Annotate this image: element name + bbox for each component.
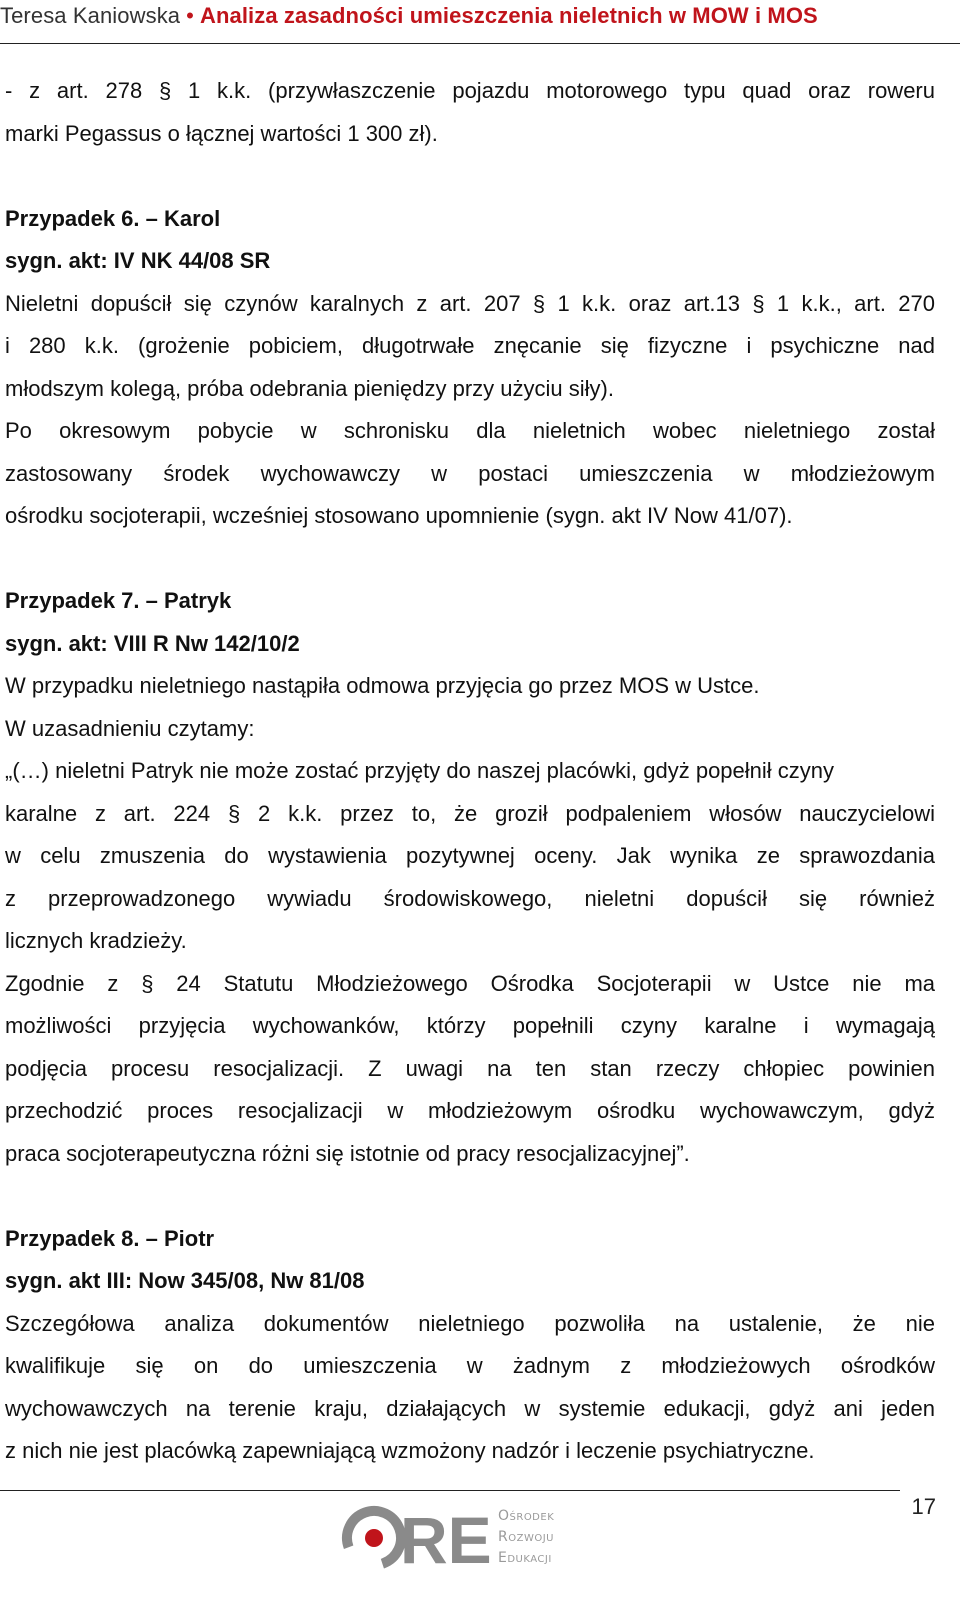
logo-line-3: Edukacji [498, 1550, 552, 1566]
text-line: marki Pegassus o łącznej wartości 1 300 zł). [5, 120, 438, 146]
header-rule [0, 43, 960, 44]
logo-wordmark [498, 1506, 554, 1569]
text-line: i 280 k.k. (grożenie pobiciem, długotrwałe znęcanie się fizyczne i psychiczne nad [5, 333, 935, 358]
ore-logo-mark-icon [340, 1500, 495, 1600]
page-number: 17 [911, 1494, 936, 1519]
text-line: wychowawczych na terenie kraju, działających w systemie edukacji, gdyż ani jeden [5, 1395, 935, 1421]
case-heading: Przypadek 6. – Karol [5, 205, 221, 231]
quote-line: karalne z art. 224 § 2 k.k. przez to, że groził podpaleniem włosów nauczycielowi [5, 800, 935, 826]
blank-line [5, 1175, 935, 1218]
case-signature: sygn. akt: VIII R Nw 142/10/2 [5, 630, 300, 656]
case-heading: Przypadek 7. – Patryk [5, 588, 232, 613]
text-line: z nich nie jest placówką zapewniającą wzmożony nadzór i leczenie psychiatryczne. [5, 1438, 815, 1463]
running-head [0, 3, 818, 29]
header-author: Teresa Kaniowska [0, 3, 181, 28]
quote-line: przechodzić proces resocjalizacji w młodzieżowym ośrodku wychowawczym, gdyż [5, 1098, 935, 1123]
ore-logo [340, 1500, 580, 1600]
quote-line: „(…) nieletni Patryk nie może zostać przyjęty do naszej placówki, gdyż popełnił czyny [5, 758, 835, 783]
logo-line-2: Rozwoju [498, 1529, 554, 1545]
quote-line: możliwości przyjęcia wychowanków, którzy popełnili czyny karalne i wymagają [5, 1013, 935, 1038]
footer-rule [0, 1490, 900, 1491]
blank-line [5, 538, 935, 581]
quote-line: praca socjoterapeutyczna różni się istotnie od pracy resocjalizacyjnej”. [5, 1140, 690, 1166]
text-line: W przypadku nieletniego nastąpiła odmowa przyjęcia go przez MOS w Ustce. [5, 673, 760, 698]
quote-line: z przeprowadzonego wywiadu środowiskowego, nieletni dopuścił się również [5, 885, 935, 911]
text-line: W uzasadnieniu czytamy: [5, 715, 255, 741]
case-heading: Przypadek 8. – Piotr [5, 1225, 215, 1251]
page-header [0, 0, 960, 48]
text-line: - z art. 278 § 1 k.k. (przywłaszczenie pojazdu motorowego typu quad oraz roweru [5, 78, 935, 103]
case-signature: sygn. akt: IV NK 44/08 SR [5, 248, 271, 273]
text-line: Po okresowym pobycie w schronisku dla nieletnich wobec nieletniego został [5, 418, 935, 443]
quote-line: Zgodnie z § 24 Statutu Młodzieżowego Ośrodka Socjoterapii w Ustce nie ma [5, 970, 935, 996]
text-line: Szczegółowa analiza dokumentów nieletniego pozwoliła na ustalenie, że nie [5, 1310, 935, 1336]
svg-text:RE: RE [400, 1503, 492, 1577]
text-line: kwalifikuje się on do umieszczenia w żadnym z młodzieżowych ośrodków [5, 1353, 935, 1378]
logo-line-1: Ośrodek [498, 1508, 555, 1524]
document-body [5, 70, 935, 1473]
case-signature: sygn. akt III: Now 345/08, Nw 81/08 [5, 1268, 365, 1293]
quote-line: licznych kradzieży. [5, 928, 187, 953]
text-line: ośrodku socjoterapii, wcześniej stosowano upomnienie (sygn. akt IV Now 41/07). [5, 503, 793, 528]
header-title: Analiza zasadności umieszczenia nieletnich w MOW i MOS [199, 3, 818, 28]
header-separator: • [186, 3, 194, 28]
text-line: młodszym kolegą, próba odebrania pieniędzy przy użyciu siły). [5, 375, 614, 401]
quote-line: podjęcia procesu resocjalizacji. Z uwagi na ten stan rzeczy chłopiec powinien [5, 1055, 935, 1081]
blank-line [5, 155, 935, 198]
text-line: zastosowany środek wychowawczy w postaci umieszczenia w młodzieżowym [5, 460, 935, 486]
quote-line: w celu zmuszenia do wystawienia pozytywnej oceny. Jak wynika ze sprawozdania [5, 843, 935, 868]
text-line: Nieletni dopuścił się czynów karalnych z art. 207 § 1 k.k. oraz art.13 § 1 k.k., art. 270 [5, 290, 935, 316]
